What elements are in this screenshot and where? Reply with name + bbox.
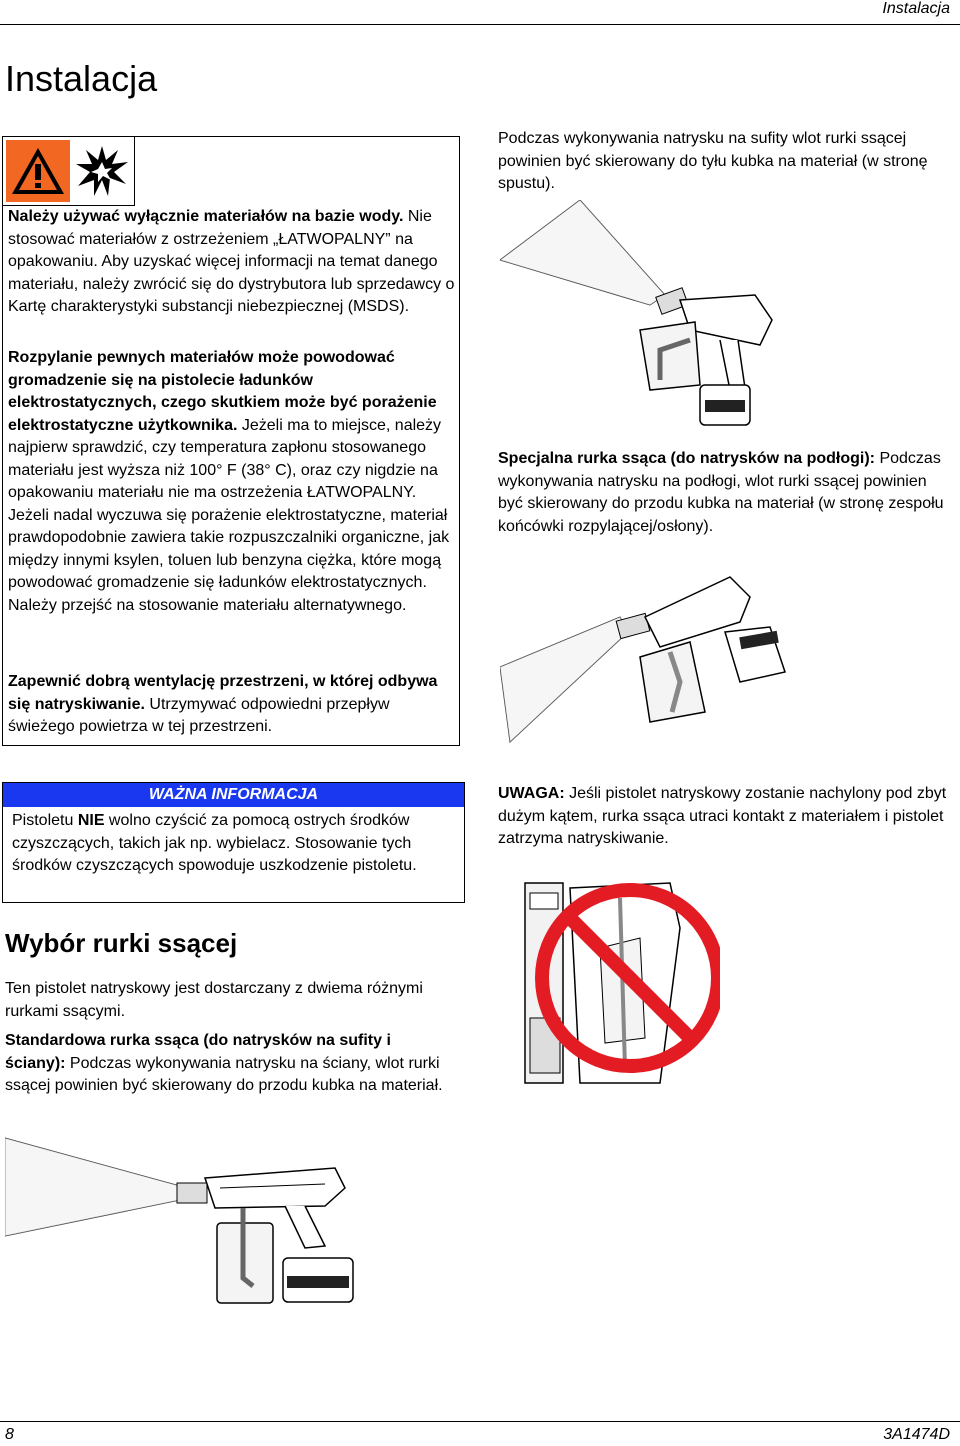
standard-tube-paragraph: Standardowa rurka ssąca (do natrysków na sufity i ściany): Podczas wykonywania natrysku na ściany, wlot rurki ssącej powinien być skierowany do przodu kubka na materiał. [5, 1032, 443, 1094]
warning-paragraph-static: Rozpylanie pewnych materiałów może powodować gromadzenie się na pistolecie ładunków elektrostatycznych, czego skutkiem może być porażenie elektrostatyczne użytkownika. Jeżeli ma to miejsce, należy najpierw sprawdzić, czy temperatura zapłonu stosowanego materiału jest wyższa niż 100° F (38° C), oraz czy nigdzie na opakowaniu materiału nie ma ostrzeżenia ŁATWOPALNY. Jeżeli nadal wyczuwa się porażenie elektrostatyczne, materiał prawdopodobnie zawiera takie rozpuszczalniki organiczne, jak między innymi ksylen, toluen lub benzyna ciężka, które mogą powodować gromadzenie się ładunków elektrostatycznych. Należy przejść na stosowanie materiału alternatywnego. [8, 349, 450, 614]
uwaga-paragraph: UWAGA: Jeśli pistolet natryskowy zostanie nachylony pod zbyt dużym kątem, rurka ssąca utraci kontakt z materiałem i pistolet zatrzyma natryskiwanie. [498, 785, 947, 847]
document-code: 3A1474D [883, 1426, 950, 1443]
running-header: Instalacja [882, 0, 950, 17]
notice-text: Pistoletu NIE wolno czyścić za pomocą ostrych środków czyszczących, takich jak np. wybielacz. Stosowanie tych środków czyszczących spowoduje uszkodzenie pistoletu. [12, 812, 417, 874]
page-title: Instalacja [5, 58, 158, 99]
special-tube-paragraph: Specjalna rurka ssąca (do natrysków na podłogi): Podczas wykonywania natrysku na podłogi, wlot rurki ssącej powinien być skierowany do przodu kubka na materiał (w stronę zespołu końcówki rozpylającej/osłony). [498, 450, 944, 535]
spray-gun-floor-illustration [500, 572, 800, 757]
explosion-icon [74, 142, 130, 200]
warning-triangle-icon [6, 140, 70, 202]
warning-paragraph-ventilation: Zapewnić dobrą wentylację przestrzeni, w której odbywa się natryskiwanie. Utrzymywać odpowiedni przepływ świeżego powietrza w tej przestrzeni. [8, 673, 438, 735]
header-divider [0, 24, 960, 25]
notice-header: WAŻNA INFORMACJA [3, 783, 464, 807]
spray-gun-wall-illustration [5, 1128, 445, 1328]
page-number: 8 [5, 1426, 14, 1443]
ceiling-tube-text: Podczas wykonywania natrysku na sufity wlot rurki ssącej powinien być skierowany do tyłu kubka na materiał (w stronę spustu). [498, 130, 928, 192]
footer-divider [0, 1421, 960, 1422]
spray-gun-ceiling-illustration [500, 200, 800, 440]
section-intro: Ten pistolet natryskowy jest dostarczany z dwiema różnymi rurkami ssącymi. [5, 980, 423, 1020]
warning-paragraph-water: Należy używać wyłącznie materiałów na bazie wody. Nie stosować materiałów z ostrzeżeniem „ŁATWOPALNY” na opakowaniu. Aby uzyskać więcej informacji na temat danego materiału, należy zwrócić się do dystrybutora lub sprzedawcy o Kartę charakterystyki substancji niebezpiecznej (MSDS). [8, 208, 455, 315]
section-heading: Wybór rurki ssącej [5, 928, 238, 958]
tilted-gun-prohibited-illustration [520, 868, 720, 1098]
